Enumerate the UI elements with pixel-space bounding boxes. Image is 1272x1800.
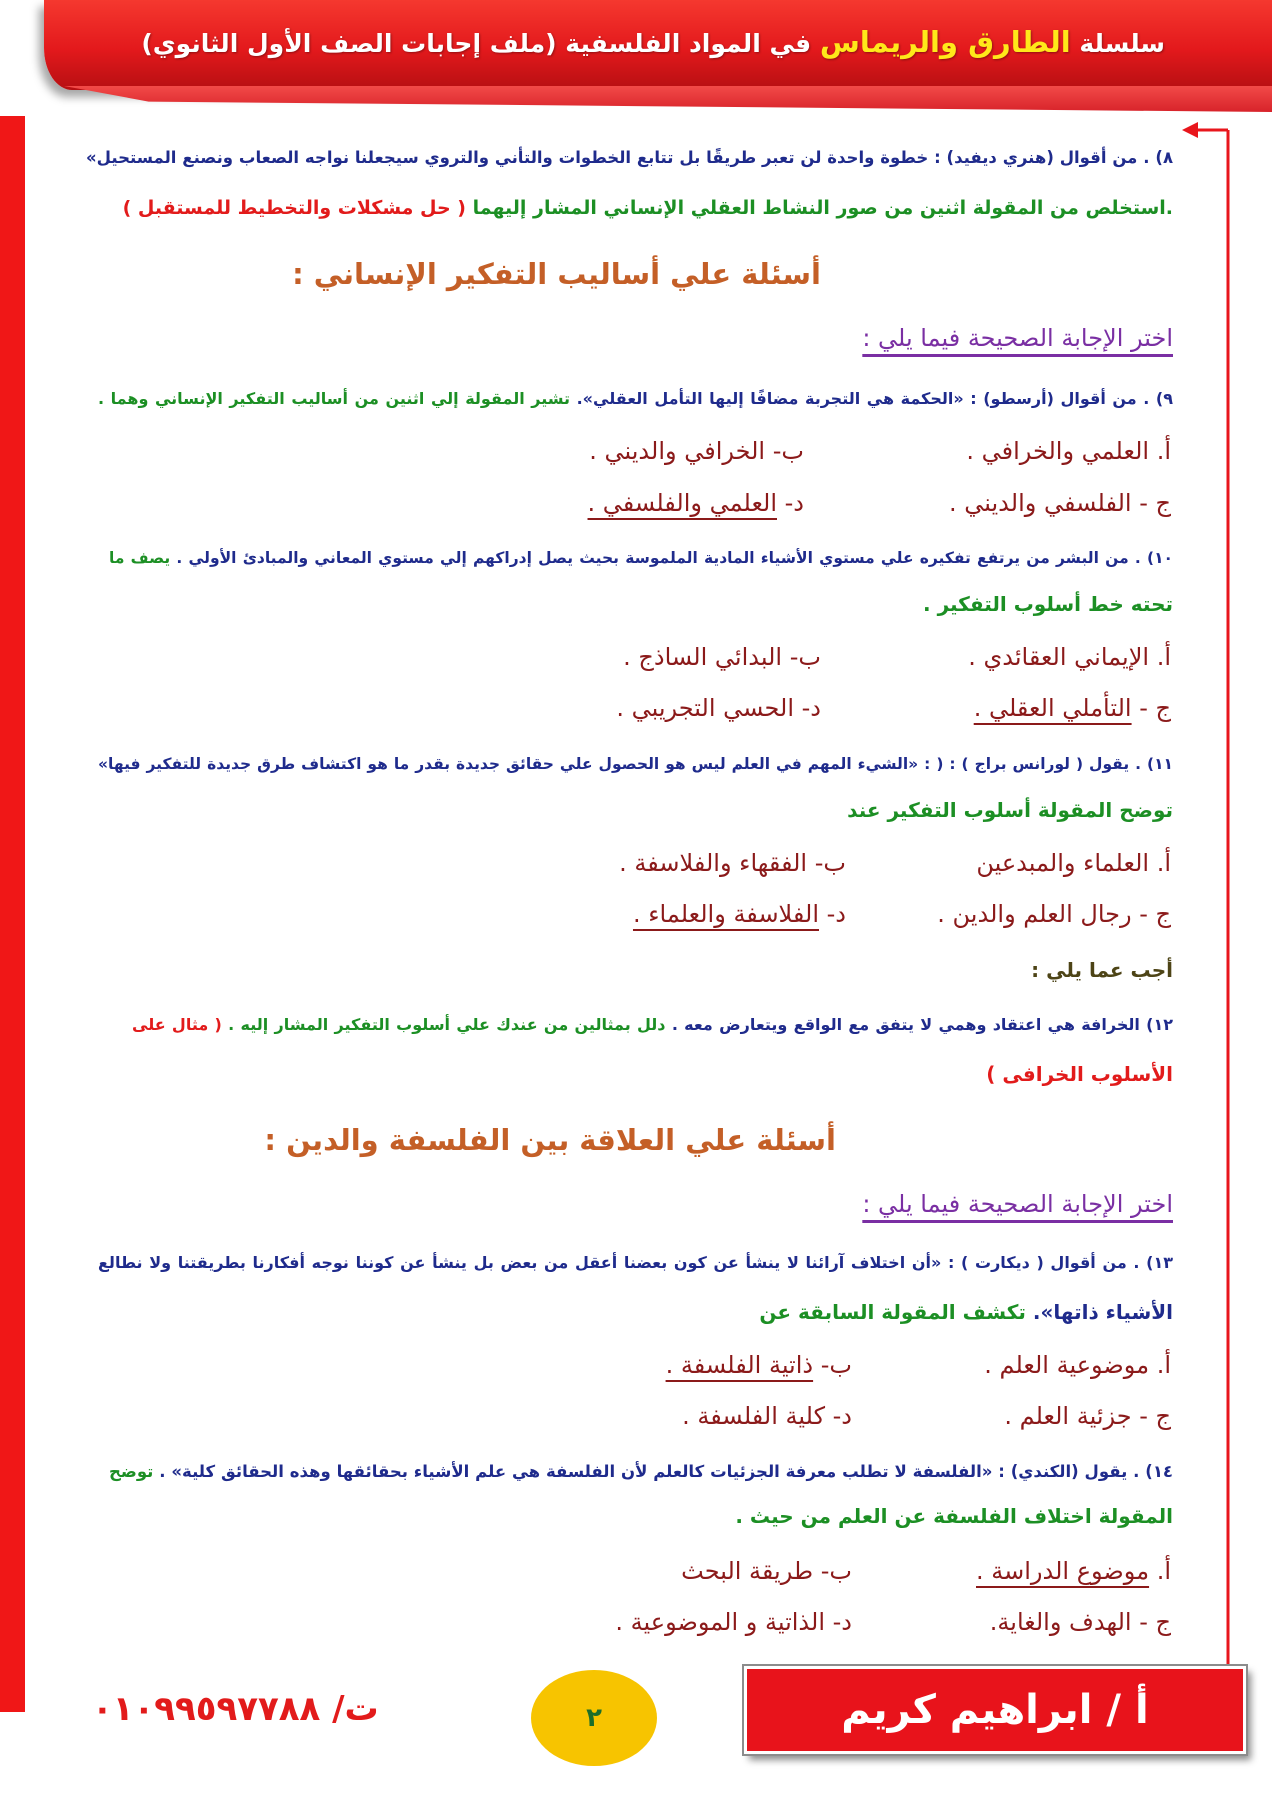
- option-letter: أ.: [1156, 643, 1171, 671]
- option-text: موضوع الدراسة .: [976, 1557, 1150, 1585]
- q14-option-c: [871, 1600, 1171, 1644]
- q10-option-c: [871, 686, 1171, 730]
- q14-option-a: [871, 1549, 1171, 1593]
- teacher-name: أ / ابراهيم كريم: [841, 1687, 1149, 1733]
- section2-heading: أسئلة علي العلاقة بين الفلسفة والدين :: [264, 1123, 836, 1157]
- page-number: ٢: [586, 1703, 602, 1733]
- option-text: الفلسفي والديني .: [948, 489, 1132, 517]
- q13-quote-start: من أقوال ( ديكارت ) : «أن اختلاف آرائنا لا ينشأ عن كون بعضنا أعقل من بعض بل ينشأ عن كوننا نوجه أفكارنا بطريقتنا ولا نطالع: [98, 1253, 1127, 1272]
- option-text: موضوعية العلم .: [984, 1351, 1150, 1379]
- option-letter: ج -: [1139, 489, 1171, 517]
- q13-line: [98, 1243, 1173, 1283]
- q11-task: توضح المقولة أسلوب التفكير عند: [847, 798, 1173, 822]
- q10-line: [109, 538, 1173, 578]
- q12-number: ١٢): [1146, 1015, 1174, 1034]
- header-banner-stripe: [64, 86, 1272, 112]
- q10-task-end: تحته خط أسلوب التفكير .: [923, 592, 1173, 616]
- option-text: العلمي والفلسفي .: [587, 489, 777, 517]
- option-letter: ب-: [772, 437, 804, 465]
- q14-number: ١٤) .: [1133, 1462, 1173, 1481]
- q14-task-start: توضح: [109, 1462, 154, 1481]
- q9-number: ٩) .: [1143, 389, 1173, 408]
- q10-option-b: [491, 635, 821, 679]
- option-text: الخرافي والديني .: [589, 437, 766, 465]
- option-letter: د-: [801, 694, 821, 722]
- q11-option-b: [516, 841, 846, 885]
- option-text: العلمي والخرافي .: [966, 437, 1150, 465]
- option-text: ذاتية الفلسفة .: [665, 1351, 814, 1379]
- option-text: طريقة البحث: [681, 1557, 814, 1585]
- option-letter: د-: [832, 1608, 852, 1636]
- q14-task-line: [98, 1496, 1173, 1536]
- q10-option-d: [491, 686, 821, 730]
- q13-task: تكشف المقولة السابقة عن: [759, 1300, 1026, 1324]
- q11-option-c: [871, 892, 1171, 936]
- option-text: الهدف والغاية.: [989, 1608, 1132, 1636]
- q11-task-line: [98, 790, 1173, 830]
- q8-quote-line: [86, 138, 1173, 178]
- q12-answer-start: ( مثال على: [132, 1015, 222, 1034]
- section2-instruction: [862, 1184, 1173, 1224]
- q12-line: [132, 1005, 1173, 1045]
- q12-answer-end: الأسلوب الخرافى ): [986, 1062, 1173, 1086]
- q13-number: ١٣) .: [1133, 1253, 1173, 1272]
- q10-task-line: [98, 584, 1173, 624]
- option-letter: أ.: [1156, 849, 1171, 877]
- q9-option-c: [871, 481, 1171, 525]
- q8-number: ٨) .: [1143, 148, 1174, 167]
- q11-number: ١١) .: [1135, 755, 1173, 773]
- q11-line: [98, 744, 1173, 784]
- left-red-bar: [0, 116, 25, 1712]
- option-text: الذاتية و الموضوعية .: [615, 1608, 825, 1636]
- series-title-before: سلسلة: [1079, 29, 1165, 58]
- teacher-name-box: [744, 1666, 1246, 1754]
- q8-task: .استخلص من المقولة اثنين من صور النشاط العقلي الإنساني المشار إليهما: [472, 197, 1173, 219]
- option-letter: ب-: [814, 849, 846, 877]
- q12-statement: الخرافة هي اعتقاد وهمي لا يتفق مع الواقع ويتعارض معه .: [671, 1015, 1140, 1034]
- phone-number: ت/ ٠١٠٩٩٥٩٧٧٨٨: [92, 1689, 379, 1729]
- q14-task-end: المقولة اختلاف الفلسفة عن العلم من حيث .: [735, 1504, 1173, 1528]
- q13-option-d: [522, 1394, 852, 1438]
- option-letter: ب-: [789, 643, 821, 671]
- q8-quote: من أقوال (هنري ديفيد) : خطوة واحدة لن تعبر طريقًا بل تتابع الخطوات والتأني والتروي سيجعلنا نواجه الصعاب ونصنع المستحيل»: [86, 148, 1138, 167]
- option-text: الفلاسفة والعلماء .: [632, 900, 819, 928]
- section1-instruction-text: اختر الإجابة الصحيحة فيما يلي :: [862, 324, 1173, 352]
- q10-option-a: [871, 635, 1171, 679]
- option-text: كلية الفلسفة .: [682, 1402, 825, 1430]
- series-title: [125, 16, 1165, 68]
- q12-task: دلل بمثالين من عندك علي أسلوب التفكير المشار إليه .: [228, 1015, 666, 1034]
- essay-instruction: أجب عما يلي :: [1031, 958, 1173, 982]
- right-frame-line: [1180, 118, 1250, 1678]
- option-letter: ج -: [1139, 1608, 1171, 1636]
- q13-task-line: [98, 1292, 1173, 1332]
- q14-line: [109, 1452, 1173, 1492]
- option-letter: د-: [832, 1402, 852, 1430]
- q10-task-start: يصف ما: [109, 549, 171, 567]
- option-text: الإيماني العقائدي .: [968, 643, 1150, 671]
- section1-heading: أسئلة علي أساليب التفكير الإنساني :: [292, 257, 821, 291]
- option-text: الفقهاء والفلاسفة .: [619, 849, 808, 877]
- q14-quote: يقول (الكندي) : «الفلسفة لا تطلب معرفة الجزئيات كالعلم لأن الفلسفة هي علم الأشياء بحقائقها وهذه الحقائق كلية» .: [159, 1462, 1128, 1481]
- option-text: جزئية العلم .: [1004, 1402, 1132, 1430]
- option-letter: ب-: [820, 1557, 852, 1585]
- option-letter: أ.: [1156, 1351, 1171, 1379]
- q10-number: ١٠) .: [1134, 549, 1173, 567]
- q11-option-a: [871, 841, 1171, 885]
- q13-quote-end: الأشياء ذاتها».: [1032, 1300, 1173, 1324]
- q13-option-b: [522, 1343, 852, 1387]
- option-letter: أ.: [1156, 437, 1171, 465]
- series-title-after: في المواد الفلسفية (ملف إجابات الصف الأول الثانوي): [141, 29, 812, 58]
- option-text: البدائي الساذج .: [623, 643, 783, 671]
- q11-option-d: [516, 892, 846, 936]
- section2-instruction-text: اختر الإجابة الصحيحة فيما يلي :: [862, 1190, 1173, 1218]
- q8-task-line: [98, 188, 1173, 228]
- series-title-highlight: الطارق والريماس: [819, 25, 1071, 59]
- q9-task: تشير المقولة إلي اثنين من أساليب التفكير الإنساني وهما .: [98, 389, 571, 408]
- q14-option-d: [522, 1600, 852, 1644]
- option-letter: ج -: [1139, 900, 1171, 928]
- section1-instruction: [862, 318, 1173, 358]
- q8-answer: ( حل مشكلات والتخطيط للمستقبل ): [122, 197, 466, 219]
- option-letter: أ.: [1156, 1557, 1171, 1585]
- option-letter: ج -: [1139, 1402, 1171, 1430]
- q9-line: [98, 379, 1173, 419]
- option-text: التأملي العقلي .: [973, 694, 1132, 722]
- option-text: الحسي التجريبي .: [616, 694, 794, 722]
- option-text: العلماء والمبدعين: [976, 849, 1150, 877]
- option-letter: د-: [784, 489, 804, 517]
- q13-option-c: [871, 1394, 1171, 1438]
- q14-option-b: [522, 1549, 852, 1593]
- option-letter: ج -: [1139, 694, 1171, 722]
- q9-option-d: [474, 481, 804, 525]
- q9-option-a: [871, 429, 1171, 473]
- left-arrow-icon: [1182, 122, 1198, 138]
- q9-quote: من أقوال (أرسطو) : «الحكمة هي التجربة مضافًا إليها التأمل العقلي».: [576, 389, 1137, 408]
- page-number-badge: [531, 1670, 657, 1766]
- q13-option-a: [871, 1343, 1171, 1387]
- q9-option-b: [474, 429, 804, 473]
- option-letter: د-: [826, 900, 846, 928]
- q12-answer-line: [98, 1054, 1173, 1094]
- q11-quote: يقول ( لورانس براج ) : ( : «الشيء المهم في العلم ليس هو الحصول علي حقائق جديدة بقدر ما هو اكتشاف طرق جديدة للتفكير فيها»: [98, 755, 1130, 773]
- option-text: رجال العلم والدين .: [937, 900, 1132, 928]
- option-letter: ب-: [820, 1351, 852, 1379]
- q10-quote: من البشر من يرتفع تفكيره علي مستوي الأشياء المادية الملموسة بحيث يصل إدراكهم إلي مستوي المعاني والمبادئ الأولي .: [176, 549, 1129, 567]
